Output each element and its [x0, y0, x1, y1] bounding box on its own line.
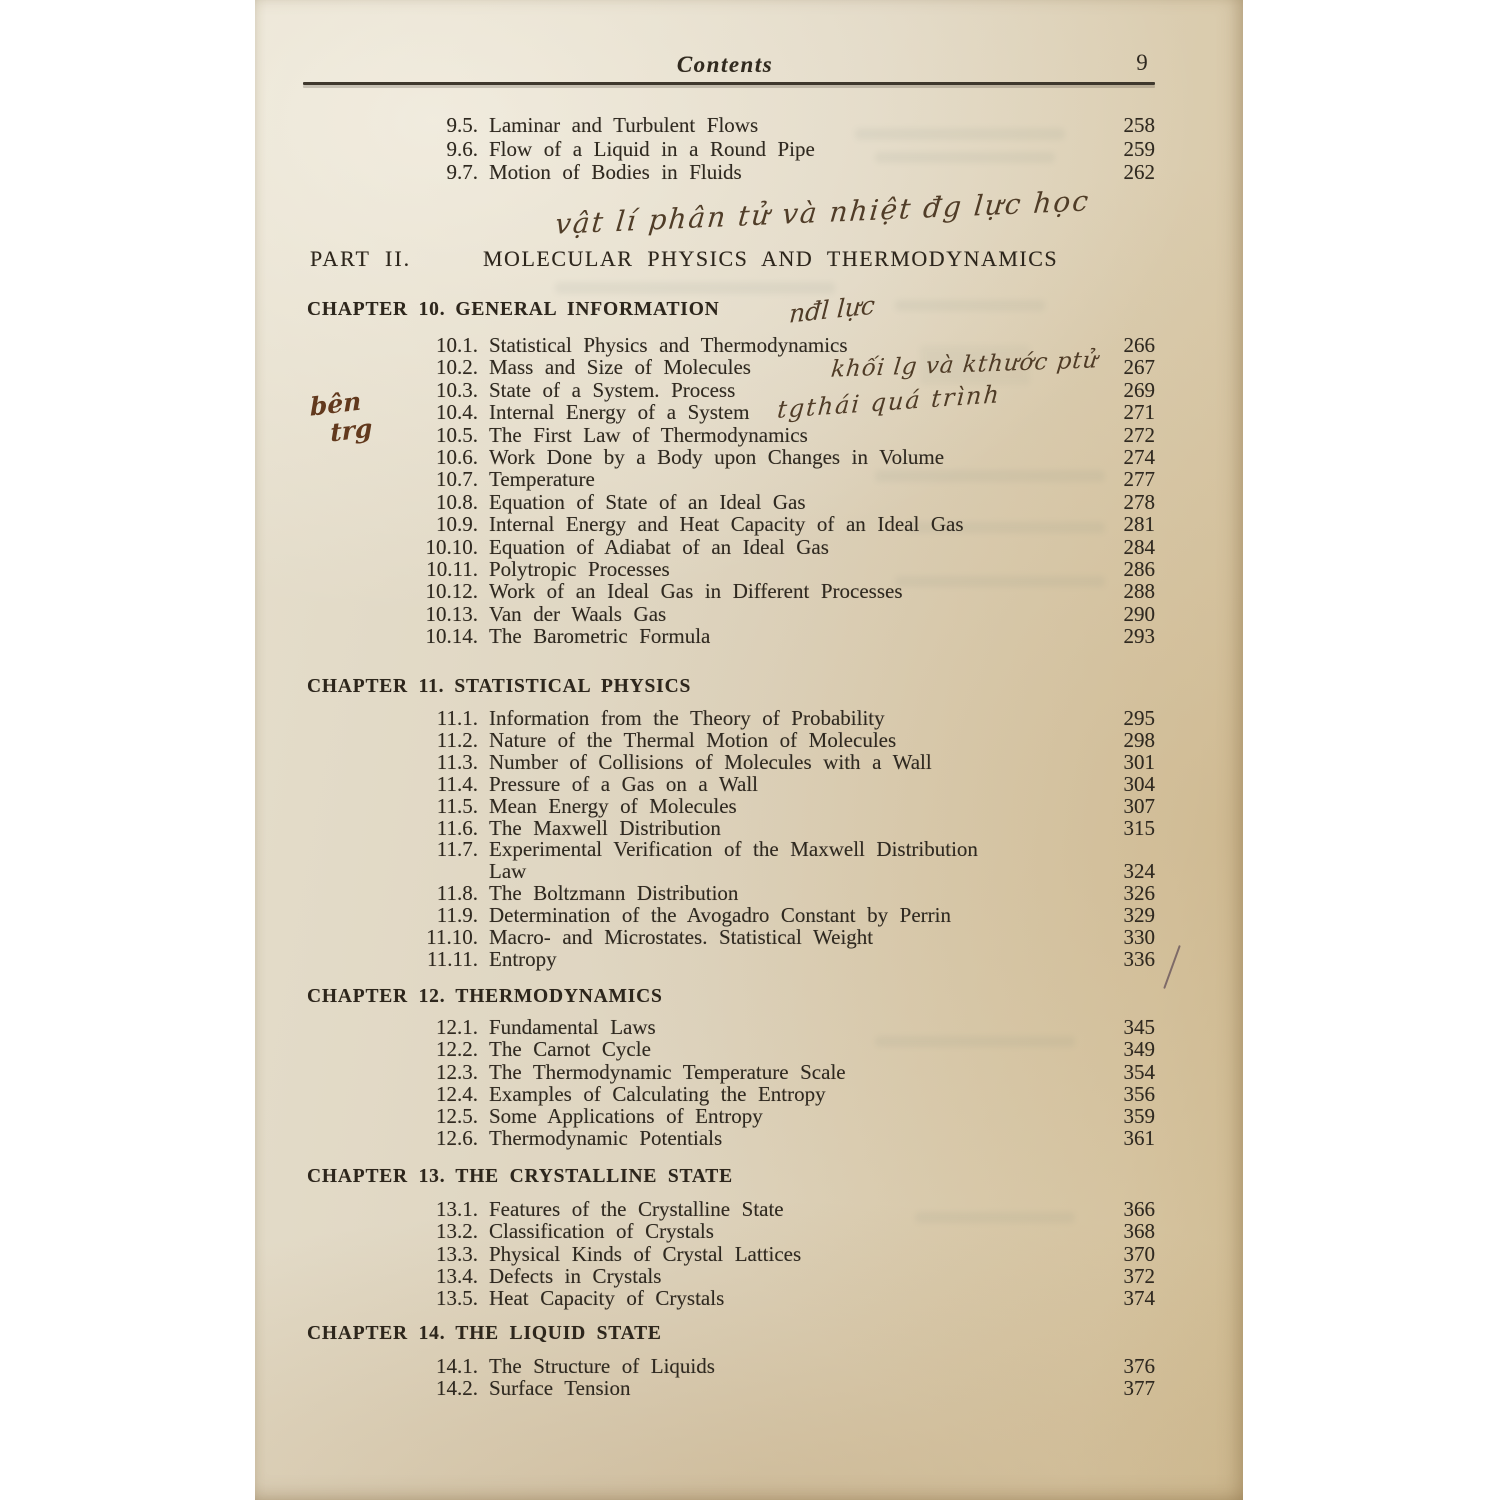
entry-page: 359	[1123, 1104, 1155, 1129]
entry-page: 298	[1123, 727, 1155, 752]
toc-section-chapter14	[255, 1355, 1155, 1400]
toc-entry	[255, 883, 1155, 905]
toc-entry	[255, 161, 1155, 185]
entry-number: 10.13.	[425, 601, 478, 626]
toc-entry	[255, 1127, 1155, 1149]
entry-number: 11.5.	[436, 793, 478, 818]
entry-title: The Barometric Formula	[489, 624, 711, 649]
entry-title: Polytropic Processes	[489, 557, 670, 582]
part-heading	[310, 246, 1058, 272]
chapter-title: THE LIQUID STATE	[455, 1323, 662, 1344]
entry-number: 11.10.	[426, 925, 478, 950]
header-rule	[303, 82, 1155, 85]
entry-page: 266	[1123, 333, 1155, 357]
chapter-title: THE CRYSTALLINE STATE	[455, 1166, 733, 1187]
page-number: 9	[1136, 50, 1148, 75]
margin-note-line1: bên	[309, 386, 362, 422]
chapter-heading-12	[307, 986, 663, 1008]
entry-title: Work Done by a Body upon Changes in Volume	[489, 445, 945, 470]
entry-title: Statistical Physics and Thermodynamics	[489, 333, 848, 357]
toc-entry	[255, 1243, 1155, 1265]
entry-page: 354	[1123, 1059, 1155, 1084]
entry-title: Some Applications of Entropy	[489, 1104, 763, 1129]
entry-title: The Structure of Liquids	[489, 1354, 715, 1378]
entry-page: 324	[1123, 859, 1155, 884]
bleedthrough-smudge	[555, 282, 835, 294]
toc-entry	[255, 905, 1155, 927]
toc-entry	[255, 138, 1155, 162]
entry-page: 329	[1123, 903, 1155, 928]
entry-number: 10.11.	[426, 557, 478, 582]
toc-entry	[255, 491, 1155, 513]
entry-title: State of a System. Process	[489, 377, 736, 402]
entry-number: 13.3.	[436, 1241, 478, 1266]
toc-entry	[255, 793, 1155, 818]
chapter-label: CHAPTER 14.	[307, 1323, 446, 1344]
toc-section-chapter13	[255, 1198, 1155, 1309]
entry-number: 10.12.	[425, 579, 478, 604]
entry-title: Work of an Ideal Gas in Different Processes	[489, 579, 903, 604]
toc-entry	[255, 446, 1155, 468]
entry-number: 10.2.	[436, 355, 478, 380]
entry-title: Motion of Bodies in Fluids	[489, 160, 742, 185]
entry-title: Mass and Size of Molecules	[489, 355, 751, 380]
entry-page: 330	[1123, 925, 1155, 950]
entry-page: 336	[1123, 946, 1155, 971]
pen-tick-mark	[1163, 945, 1181, 989]
entry-title: Heat Capacity of Crystals	[489, 1286, 725, 1311]
entry-page: 376	[1123, 1354, 1155, 1378]
entry-number: 11.1.	[436, 706, 478, 730]
handwritten-annotation-state: tgthái quá trình	[776, 380, 1003, 424]
entry-number: 12.1.	[436, 1015, 478, 1039]
toc-entry	[255, 1377, 1155, 1399]
entry-page: 288	[1123, 579, 1155, 604]
entry-page: 290	[1123, 601, 1155, 626]
chapter-label: CHAPTER 12.	[307, 986, 446, 1007]
entry-number: 11.9.	[436, 903, 478, 928]
handwritten-annotation-thermo: nđl lực	[788, 290, 876, 329]
entry-number: 12.3.	[436, 1059, 478, 1084]
entry-number: 12.4.	[436, 1081, 478, 1106]
entry-page: 326	[1123, 881, 1155, 906]
entry-title: Temperature	[489, 467, 595, 492]
toc-section-chapter9	[255, 114, 1155, 185]
entry-title: Van der Waals Gas	[489, 601, 667, 626]
entry-number: 13.4.	[436, 1263, 478, 1288]
entry-title: Pressure of a Gas on a Wall	[489, 771, 758, 796]
entry-page: 307	[1123, 793, 1155, 818]
entry-title: Thermodynamic Potentials	[489, 1126, 723, 1151]
entry-title: Number of Collisions of Molecules with a Wall	[489, 749, 932, 774]
entry-number: 12.5.	[436, 1104, 478, 1129]
entry-page: 315	[1123, 815, 1155, 840]
entry-title: Nature of the Thermal Motion of Molecules	[489, 727, 897, 752]
toc-entry	[255, 580, 1155, 602]
entry-page: 301	[1123, 749, 1155, 774]
entry-page: 361	[1123, 1126, 1155, 1151]
entry-title: Features of the Crystalline State	[489, 1197, 784, 1221]
toc-entry	[255, 946, 1155, 971]
entry-page: 259	[1123, 136, 1155, 161]
toc-entry	[255, 839, 1155, 861]
toc-entry	[255, 1105, 1155, 1127]
entry-number: 10.7.	[436, 467, 478, 492]
entry-number: 13.1.	[436, 1197, 478, 1221]
entry-title: Fundamental Laws	[489, 1015, 656, 1039]
entry-title: Classification of Crystals	[489, 1219, 714, 1244]
margin-note-line2: trg	[330, 413, 373, 448]
toc-entry	[255, 114, 1155, 138]
chapter-label: CHAPTER 11.	[307, 676, 445, 697]
entry-number: 9.6.	[446, 136, 478, 161]
entry-page: 258	[1123, 113, 1155, 137]
entry-number: 11.2.	[436, 727, 478, 752]
chapter-heading-13	[307, 1166, 733, 1188]
part-title: MOLECULAR PHYSICS AND THERMODYNAMICS	[483, 246, 1059, 271]
entry-title: Equation of Adiabat of an Ideal Gas	[489, 534, 829, 559]
entry-number: 11.11.	[427, 946, 478, 971]
entry-page: 295	[1123, 706, 1155, 730]
entry-page: 377	[1123, 1376, 1155, 1401]
page-title: Contents	[676, 52, 774, 77]
entry-number: 10.8.	[436, 489, 478, 514]
entry-number: 10.14.	[425, 624, 478, 649]
toc-entry	[255, 927, 1155, 949]
entry-title: Laminar and Turbulent Flows	[489, 113, 759, 137]
entry-number: 10.1.	[436, 333, 478, 357]
chapter-title: STATISTICAL PHYSICS	[454, 676, 692, 697]
toc-entry	[255, 861, 1155, 883]
toc-section-chapter11	[255, 708, 1155, 971]
entry-title: The Boltzmann Distribution	[489, 881, 739, 906]
entry-number: 13.2.	[436, 1219, 478, 1244]
toc-entry	[255, 513, 1155, 535]
entry-title: Flow of a Liquid in a Round Pipe	[489, 136, 815, 161]
entry-page: 368	[1123, 1219, 1155, 1244]
entry-page: 374	[1123, 1286, 1155, 1311]
chapter-title: THERMODYNAMICS	[455, 986, 663, 1007]
entry-title: Examples of Calculating the Entropy	[489, 1081, 826, 1106]
entry-page: 281	[1123, 512, 1155, 537]
entry-number: 13.5.	[436, 1286, 478, 1311]
toc-entry	[255, 468, 1155, 490]
entry-title: Mean Energy of Molecules	[489, 793, 737, 818]
toc-section-chapter10	[255, 334, 1155, 648]
toc-entry	[255, 401, 1155, 423]
entry-title: Surface Tension	[489, 1376, 631, 1401]
entry-page: 286	[1123, 557, 1155, 582]
entry-number: 10.5.	[436, 422, 478, 447]
entry-title: Physical Kinds of Crystal Lattices	[489, 1241, 802, 1266]
toc-entry	[255, 1038, 1155, 1060]
toc-section-chapter12	[255, 1016, 1155, 1150]
bleedthrough-smudge	[895, 300, 1045, 311]
toc-entry	[255, 1083, 1155, 1105]
entry-number: 11.8.	[436, 881, 478, 906]
entry-page: 372	[1123, 1263, 1155, 1288]
margin-note	[310, 386, 373, 450]
entry-page: 278	[1123, 489, 1155, 514]
entry-page: 262	[1123, 160, 1155, 185]
entry-title: The Maxwell Distribution	[489, 815, 721, 840]
entry-title: Internal Energy of a System	[489, 400, 750, 425]
entry-page: 370	[1123, 1241, 1155, 1266]
toc-entry	[255, 558, 1155, 580]
entry-number: 11.7.	[436, 837, 478, 862]
entry-title: The Carnot Cycle	[489, 1037, 651, 1062]
entry-title: The First Law of Thermodynamics	[489, 422, 808, 447]
entry-page: 274	[1123, 445, 1155, 470]
entry-page: 269	[1123, 377, 1155, 402]
toc-entry	[255, 1355, 1155, 1377]
toc-entry	[255, 625, 1155, 647]
handwritten-annotation-part: vật lí phân tử và nhiệt đg lực học	[553, 184, 1092, 241]
toc-entry	[255, 1220, 1155, 1242]
chapter-title: GENERAL INFORMATION	[455, 299, 720, 320]
entry-number: 14.1.	[436, 1354, 478, 1378]
entry-number: 9.7.	[446, 160, 478, 185]
entry-page: 271	[1123, 400, 1155, 425]
entry-number: 10.10.	[425, 534, 478, 559]
toc-entry	[255, 1198, 1155, 1220]
chapter-heading-10	[307, 299, 720, 321]
entry-title: Equation of State of an Ideal Gas	[489, 489, 806, 514]
toc-entry	[255, 1016, 1155, 1038]
entry-page: 272	[1123, 422, 1155, 447]
entry-title: Defects in Crystals	[489, 1263, 662, 1288]
entry-title: Law	[489, 859, 527, 884]
handwritten-annotation-molecules: khối lg và kthước ptử	[829, 347, 1100, 383]
chapter-heading-11	[307, 676, 691, 698]
entry-number: 10.9.	[436, 512, 478, 537]
entry-page: 267	[1123, 355, 1155, 380]
toc-entry	[255, 536, 1155, 558]
chapter-heading-14	[307, 1323, 662, 1345]
entry-number: 9.5.	[446, 113, 478, 137]
entry-number: 10.6.	[436, 445, 478, 470]
toc-entry	[255, 1287, 1155, 1309]
entry-number: 11.6.	[436, 815, 478, 840]
entry-page: 304	[1123, 771, 1155, 796]
entry-title: Macro- and Microstates. Statistical Weight	[489, 925, 874, 950]
chapter-label: CHAPTER 13.	[307, 1166, 446, 1187]
entry-page: 349	[1123, 1037, 1155, 1062]
entry-page: 284	[1123, 534, 1155, 559]
entry-number: 14.2.	[436, 1376, 478, 1401]
entry-title: Internal Energy and Heat Capacity of an Ideal Gas	[489, 512, 964, 537]
toc-entry	[255, 1265, 1155, 1287]
entry-number: 10.4.	[436, 400, 478, 425]
entry-title: The Thermodynamic Temperature Scale	[489, 1059, 846, 1084]
toc-entry	[255, 379, 1155, 401]
entry-title: Determination of the Avogadro Constant by Perrin	[489, 903, 951, 928]
entry-page: 277	[1123, 467, 1155, 492]
entry-title: Experimental Verification of the Maxwell Distribution	[489, 837, 978, 862]
entry-page: 366	[1123, 1197, 1155, 1221]
toc-entry	[255, 1061, 1155, 1083]
toc-entry	[255, 727, 1155, 752]
toc-entry	[255, 603, 1155, 625]
entry-page: 345	[1123, 1015, 1155, 1039]
toc-entry	[255, 424, 1155, 446]
toc-entry	[255, 771, 1155, 796]
entry-number: 11.3.	[436, 749, 478, 774]
toc-entry	[255, 708, 1155, 730]
entry-number: 10.3.	[436, 377, 478, 402]
book-page	[255, 0, 1243, 1500]
entry-number: 12.6.	[436, 1126, 478, 1151]
entry-title: Entropy	[489, 946, 557, 971]
entry-number: 12.2.	[436, 1037, 478, 1062]
toc-entry	[255, 815, 1155, 840]
entry-title: Information from the Theory of Probability	[489, 706, 885, 730]
toc-entry	[255, 749, 1155, 774]
part-label: PART II.	[310, 246, 412, 271]
entry-page: 293	[1123, 624, 1155, 649]
entry-number: 11.4.	[436, 771, 478, 796]
chapter-label: CHAPTER 10.	[307, 299, 446, 320]
entry-page: 356	[1123, 1081, 1155, 1106]
